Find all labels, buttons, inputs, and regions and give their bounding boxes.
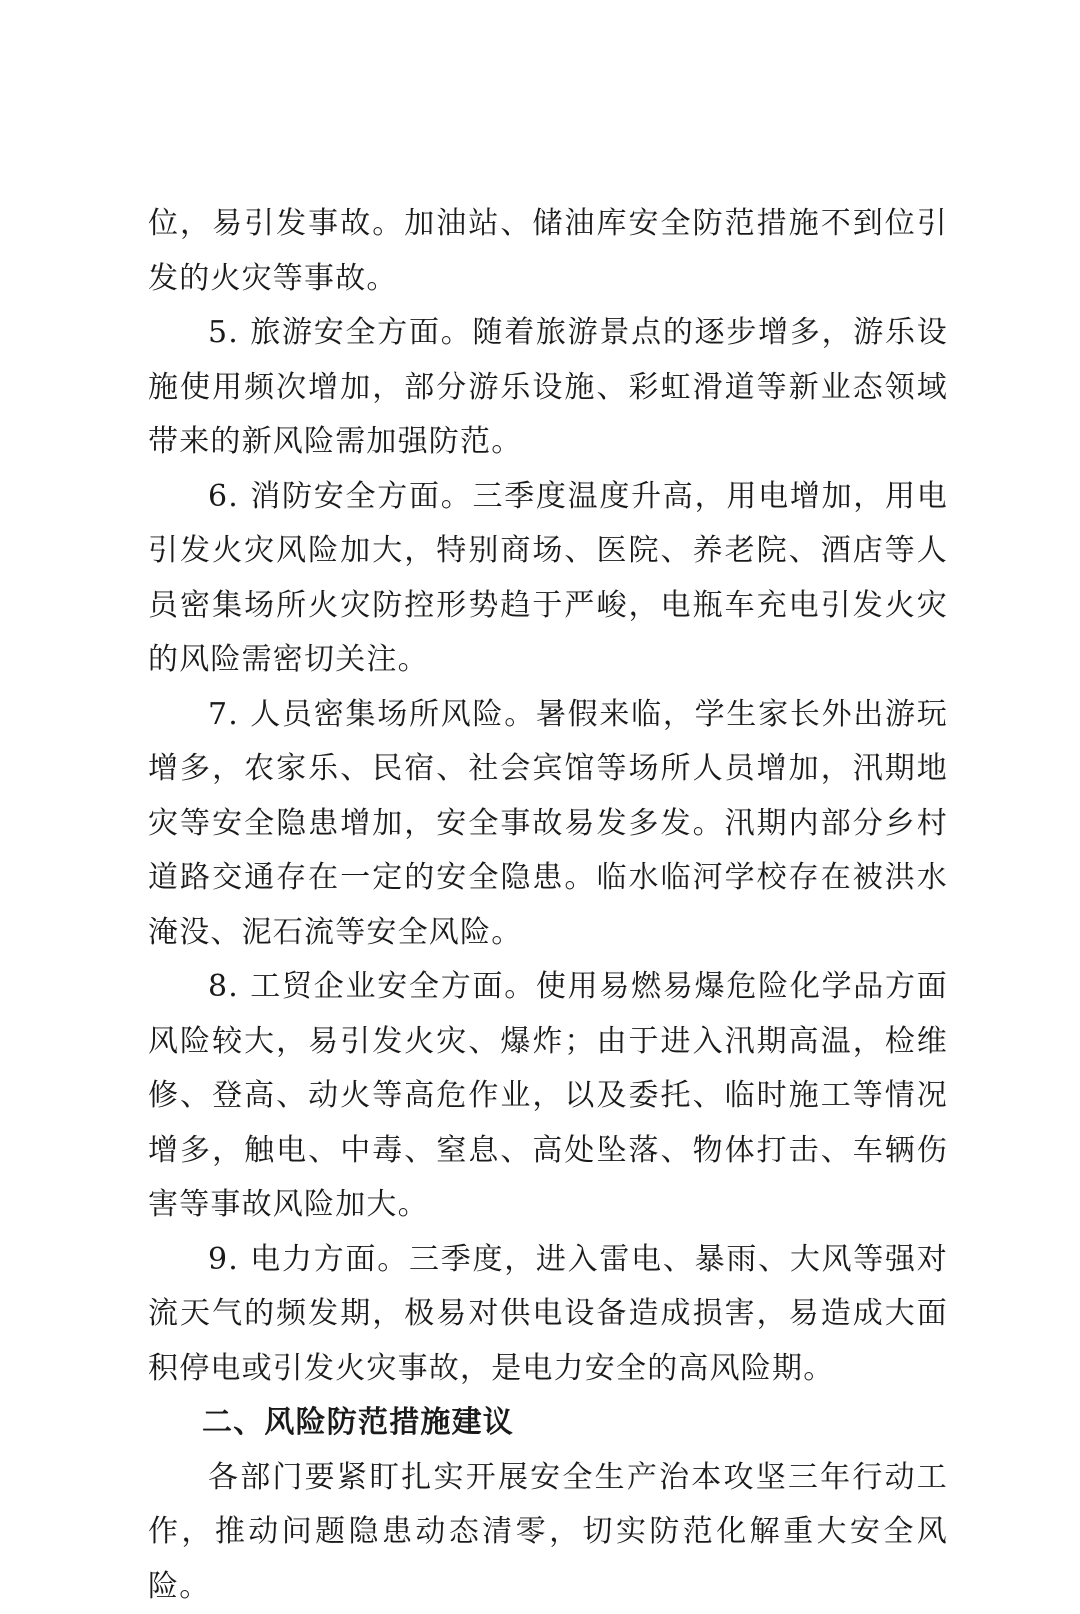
closing-paragraph: 各部门要紧盯扎实开展安全生产治本攻坚三年行动工作，推动问题隐患动态清零，切实防范化解重大安全风险。 [148,1451,948,1614]
paragraph-electric-power: 9. 电力方面。三季度，进入雷电、暴雨、大风等强对流天气的频发期，极易对供电设备造成损害，易造成大面积停电或引发火灾事故，是电力安全的高风险期。 [148,1233,948,1397]
paragraph-fire-safety: 6. 消防安全方面。三季度温度升高，用电增加，用电引发火灾风险加大，特别商场、医院、养老院、酒店等人员密集场所火灾防控形势趋于严峻，电瓶车充电引发火灾的风险需密切关注。 [148,470,948,688]
paragraph-crowded-places: 7. 人员密集场所风险。暑假来临，学生家长外出游玩增多，农家乐、民宿、社会宾馆等场所人员增加，汛期地灾等安全隐患增加，安全事故易发多发。汛期内部分乡村道路交通存在一定的安全隐患。临水临河学校存在被洪水淹没、泥石流等安全风险。 [148,688,948,961]
document-body [148,197,948,1614]
paragraph-tourism-safety: 5. 旅游安全方面。随着旅游景点的逐步增多，游乐设施使用频次增加，部分游乐设施、彩虹滑道等新业态领域带来的新风险需加强防范。 [148,306,948,470]
section-heading: 二、风险防范措施建议 [148,1396,948,1451]
continued-paragraph: 位，易引发事故。加油站、储油库安全防范措施不到位引发的火灾等事故。 [148,197,948,306]
paragraph-industry-trade-safety: 8. 工贸企业安全方面。使用易燃易爆危险化学品方面风险较大，易引发火灾、爆炸；由于进入汛期高温，检维修、登高、动火等高危作业，以及委托、临时施工等情况增多，触电、中毒、窒息、高处坠落、物体打击、车辆伤害等事故风险加大。 [148,960,948,1233]
